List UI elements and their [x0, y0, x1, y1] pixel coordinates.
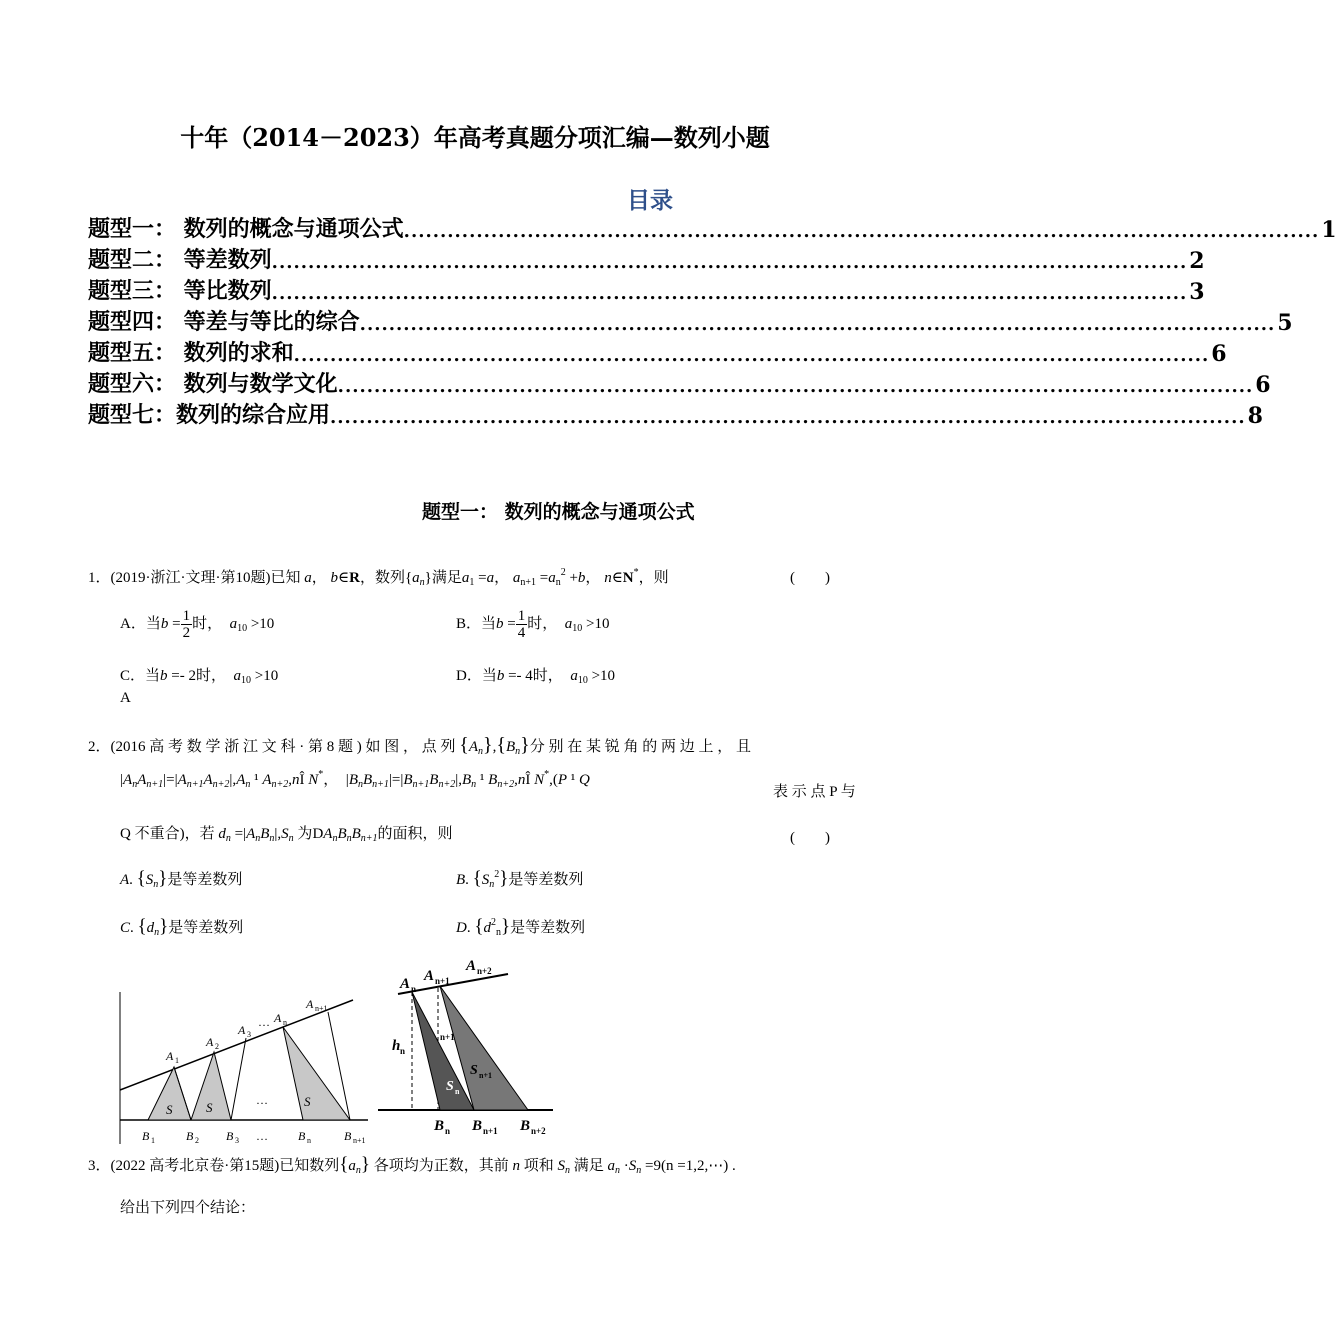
svg-text:A: A [206, 1035, 214, 1049]
page-title: 十年（2014－2023）年高考真题分项汇编—数列小题 [180, 123, 770, 152]
svg-text:S: S [166, 1102, 173, 1117]
question-1: 1．(2019·浙江·文理·第10题)已知 a， b∈R，数列$\{a_n\}$满足$a_1 =a$， $a_{n+1} =a_n^2 +b$， n∈N*，则 [88, 567, 669, 588]
svg-text:2: 2 [195, 1136, 199, 1145]
toc-item[interactable]: 题型四： 等差与等比的综合 .............................................................................................................................. 5 [88, 309, 1293, 336]
q2-option-b[interactable]: B. $\{S_n^2\}$是等差数列 [456, 868, 584, 890]
svg-text:A: A [306, 997, 314, 1011]
svg-text:3: 3 [247, 1030, 251, 1039]
svg-text:n: n [283, 1018, 287, 1027]
svg-text:n+1: n+1 [315, 1004, 328, 1013]
svg-text:A: A [166, 1049, 174, 1063]
svg-text:n: n [400, 1046, 406, 1056]
toc-item[interactable]: 题型七：数列的综合应用 .............................................................................................................................. 8 [88, 402, 1263, 429]
q1-option-d[interactable]: D．当b =- 4时， $a_{10} >10$ [456, 668, 616, 686]
question-2-line1: 2．(2016 高 考 数 学 浙 江 文 科 · 第 8 题 ) 如 图 ， 点 列 $\{A_n\},\{B_n\}$分 别 在 某 锐 角 的 两 边 上 ， 且 [88, 734, 752, 757]
section-title: 题型一： 数列的概念与通项公式 [422, 501, 695, 523]
svg-text:S: S [304, 1094, 311, 1109]
toc-item[interactable]: 题型二： 等差数列 .............................................................................................................................. 2 [88, 247, 1205, 274]
svg-text:B: B [472, 1118, 483, 1134]
question-2-line2-tail: 表 示 点 P 与 [773, 784, 856, 800]
q1-option-b[interactable]: B．当b = $\frac{1}{4}$ 时， $a_{10} >10$ [456, 608, 610, 641]
svg-text:n+2: n+2 [477, 966, 492, 976]
svg-text:A: A [400, 976, 411, 992]
toc-item[interactable]: 题型一： 数列的概念与通项公式 .............................................................................................................................. 1 [88, 216, 1337, 243]
svg-text:B: B [298, 1129, 306, 1143]
svg-text:A: A [274, 1011, 282, 1025]
svg-text:n+2: n+2 [531, 1126, 546, 1136]
svg-text:n+1: n+1 [435, 976, 450, 986]
svg-text:3: 3 [235, 1136, 239, 1145]
svg-text:B: B [142, 1129, 150, 1143]
svg-text:B: B [344, 1129, 352, 1143]
q2-option-d[interactable]: D. $\{d^2_n\}$是等差数列 [456, 916, 586, 938]
question-3-line1: 3．(2022 高考北京卷·第15题)已知数列$\{a_n\}$ 各项均为正数，其前 n 项和 $S_n$ 满足 $a_n \cdot S_n =9(n$ =1,2,⋯) . [88, 1154, 736, 1176]
question-2-line3: Q 不重合)，若 $d_n =|A_nB_n|,S_n$ 为$DA_nB_nB_{n+1}$的面积，则 [120, 826, 453, 844]
svg-text:A: A [466, 958, 477, 974]
q1-option-a[interactable]: A．当b = $\frac{1}{2}$ 时， $a_{10} >10$ [120, 608, 275, 641]
svg-text:n+1: n+1 [479, 1071, 493, 1080]
svg-text:n+1: n+1 [483, 1126, 498, 1136]
table-of-contents [88, 212, 1337, 429]
svg-text:A: A [424, 968, 435, 984]
svg-text:S: S [446, 1079, 454, 1094]
svg-text:…: … [256, 1129, 268, 1143]
svg-text:B: B [226, 1129, 234, 1143]
svg-text:…: … [256, 1093, 268, 1107]
svg-text:n: n [411, 984, 417, 994]
toc-heading: 目录 [627, 187, 673, 214]
svg-text:…: … [258, 1015, 270, 1029]
question-2-line2: $|A_nA_{n+1}|=|A_{n+1}A_{n+2}|,A_n$ ¹ $A_{n+2},nÎ$ N*， $|B_nB_{n+1}|=|B_{n+1}B_{n+2}|,B_n$ ¹ $B_{n+2},nÎ$ N*,(P ¹ Q [120, 769, 590, 790]
svg-text:1: 1 [151, 1136, 155, 1145]
question-2-paren: ( ) [790, 830, 830, 846]
svg-text:n+1: n+1 [440, 1032, 455, 1042]
svg-text:1: 1 [175, 1056, 179, 1065]
q1-answer: A [120, 690, 131, 706]
q2-option-c[interactable]: C. $\{d_n\}$是等差数列 [120, 916, 244, 938]
svg-text:2: 2 [215, 1042, 219, 1051]
svg-text:n: n [307, 1136, 311, 1145]
question-3-line2: 给出下列四个结论： [120, 1200, 256, 1216]
question-1-paren: ( ) [790, 570, 830, 586]
svg-text:h: h [392, 1038, 401, 1054]
svg-text:B: B [434, 1118, 445, 1134]
svg-text:B: B [520, 1118, 531, 1134]
q1-option-c[interactable]: C．当b =- 2时， $a_{10} >10$ [120, 668, 279, 686]
svg-text:n: n [445, 1126, 451, 1136]
svg-text:S: S [470, 1063, 478, 1078]
figure-right-diagram [378, 952, 558, 1144]
toc-item[interactable]: 题型六： 数列与数学文化 .............................................................................................................................. 6 [88, 371, 1271, 398]
svg-text:S: S [206, 1100, 213, 1115]
svg-text:n+1: n+1 [353, 1136, 366, 1145]
toc-item[interactable]: 题型五： 数列的求和 .............................................................................................................................. 6 [88, 340, 1227, 367]
svg-text:B: B [186, 1129, 194, 1143]
svg-text:n: n [455, 1087, 460, 1096]
figure-left-diagram [118, 992, 373, 1152]
toc-item[interactable]: 题型三： 等比数列 .............................................................................................................................. 3 [88, 278, 1205, 305]
svg-text:A: A [238, 1023, 246, 1037]
q2-option-a[interactable]: A. $\{S_n\}$是等差数列 [120, 868, 243, 890]
